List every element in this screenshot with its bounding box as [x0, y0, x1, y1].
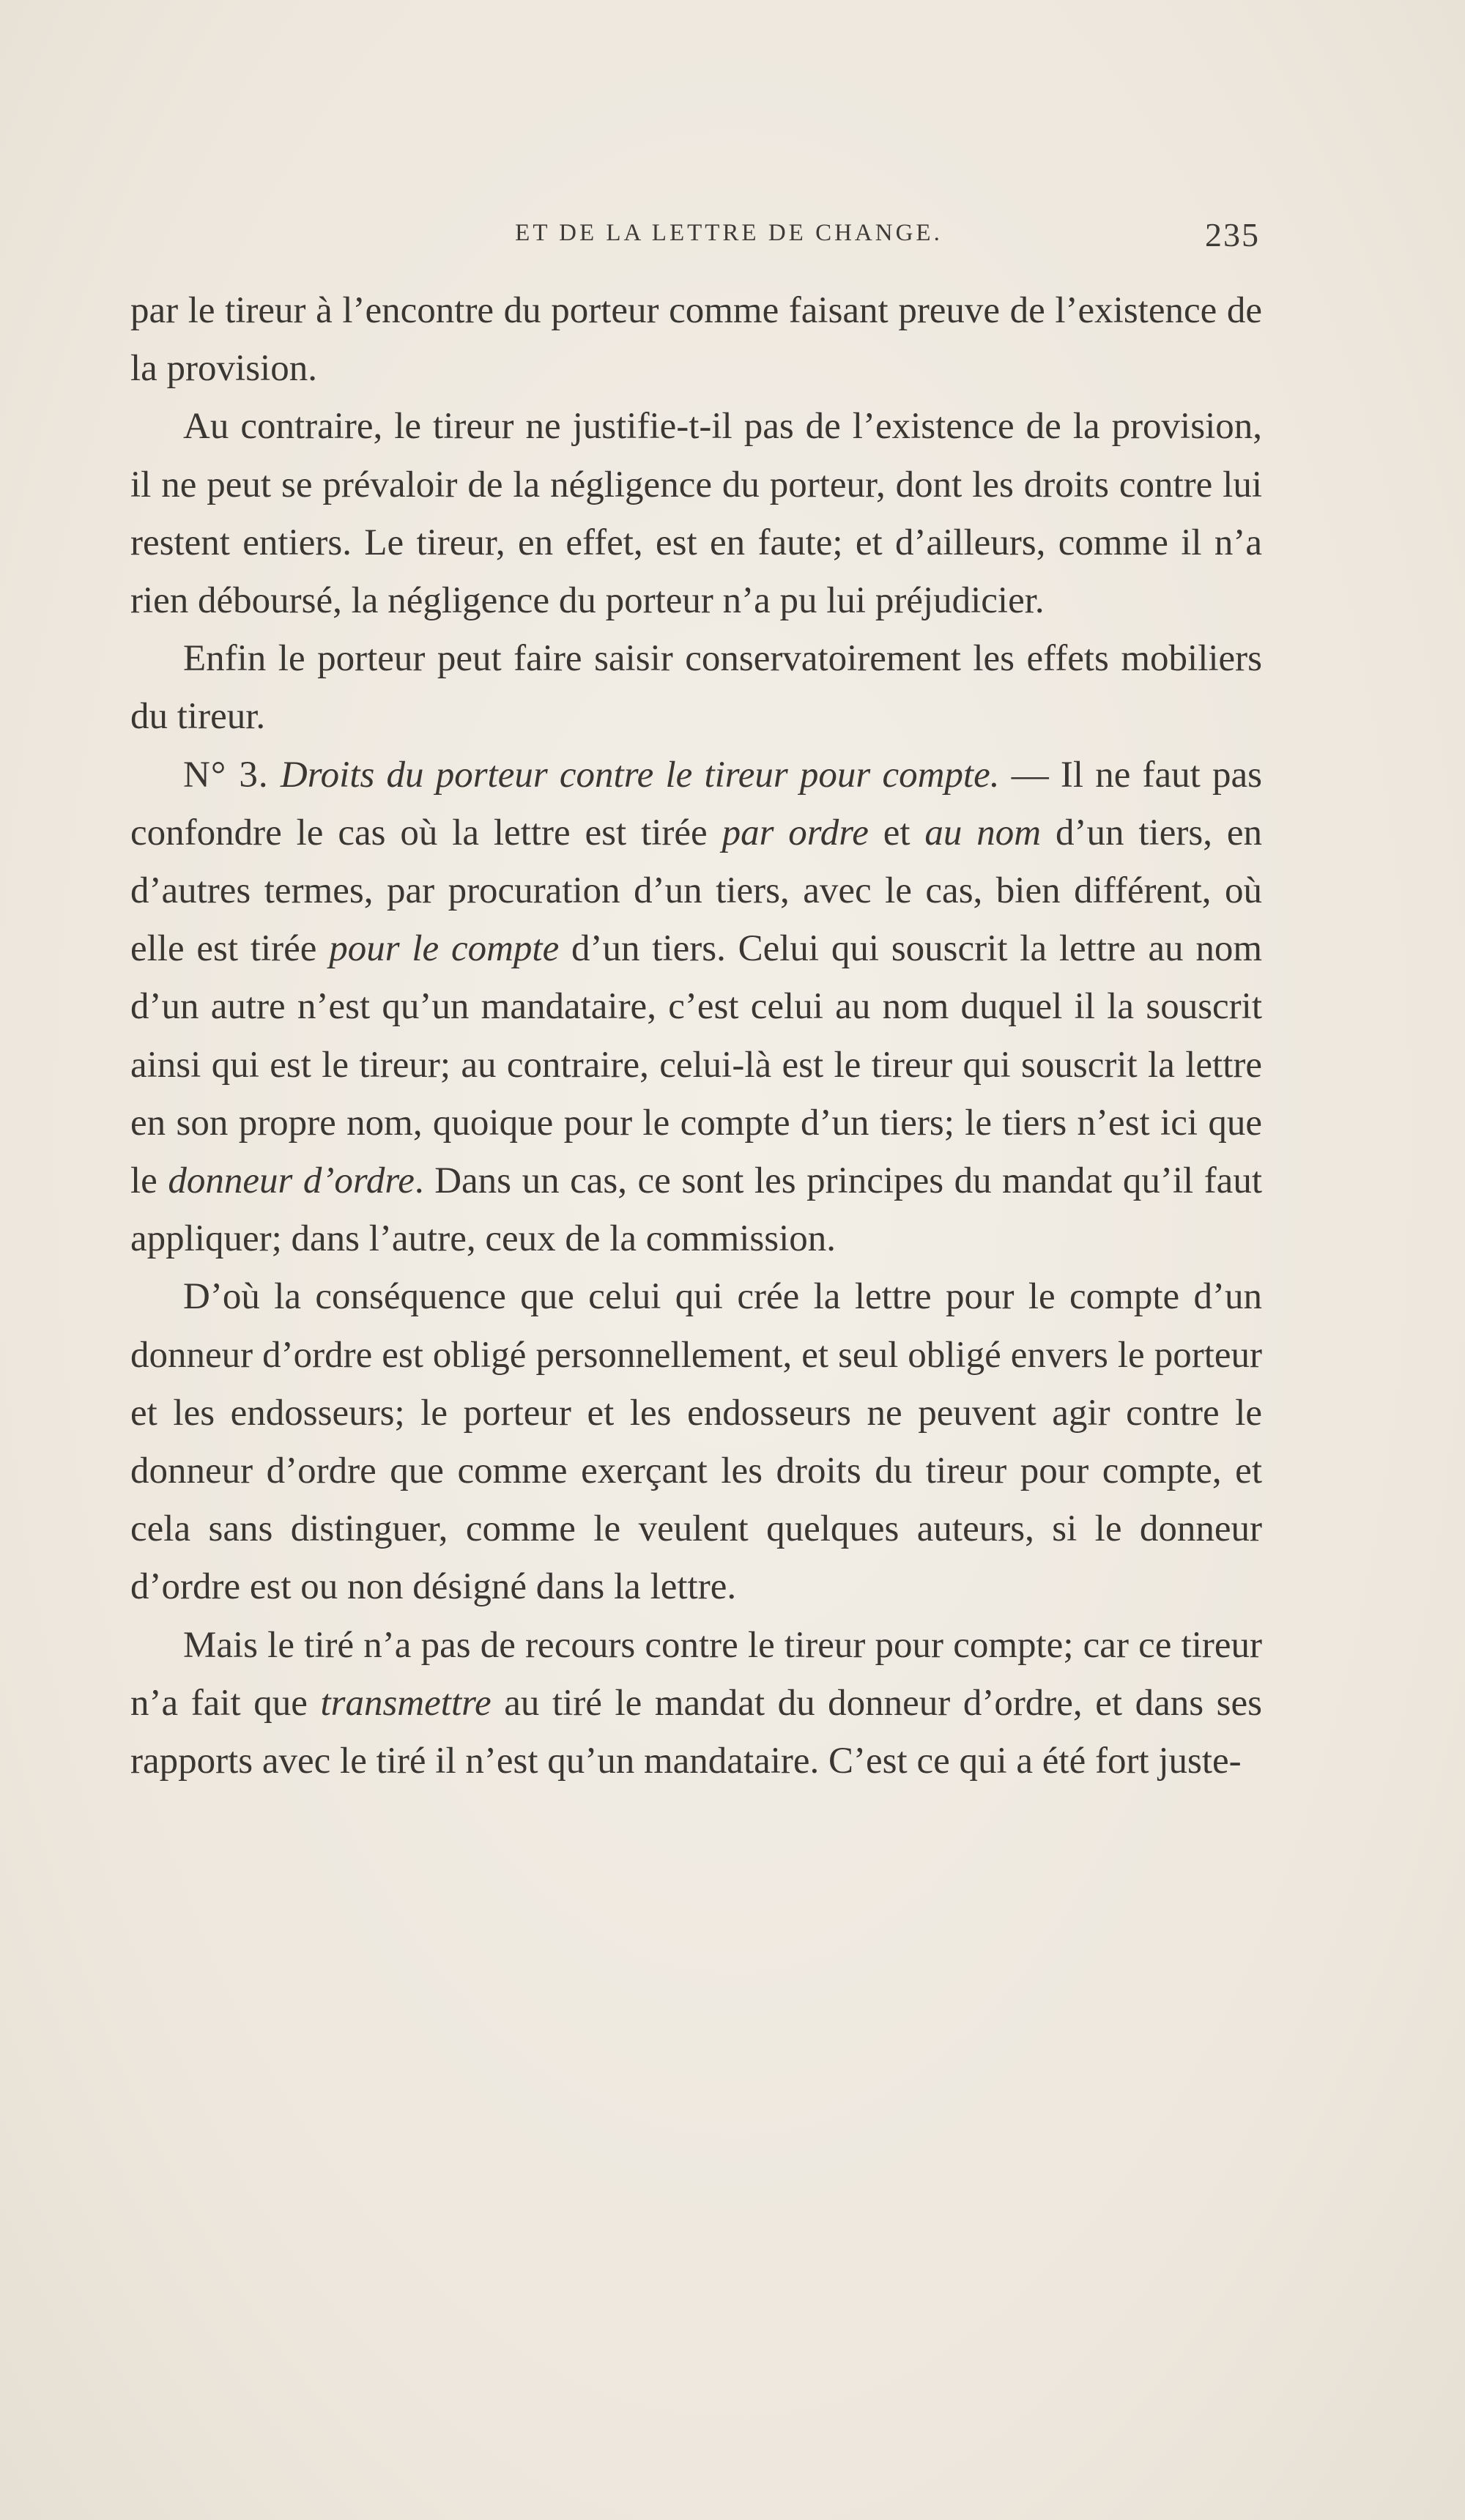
text-run: au tiré le mandat du donneur d’ordre, et dans ses rapports avec le tiré il n’est qu’un mandataire. C’est ce qui a été fort juste- [130, 1682, 1262, 1782]
text-run: — Il ne faut pas confondre le cas où la lettre est tirée [130, 754, 1262, 853]
text-run: d’un tiers. Celui qui souscrit la lettre au nom d’un autre n’est qu’un mandataire, c’est celui au nom duquel il la souscrit ainsi qui est le tireur; au contraire, celui-là est le tireur qui souscrit la lettre en son propre nom, quoique pour le compte d’un tiers; le tiers n’est ici que le [130, 928, 1262, 1202]
text-run: d’un tiers, en d’autres termes, par procuration d’un tiers, avec le cas, bien différent, où elle est tirée [130, 812, 1262, 970]
italic-term: pour le compte [329, 928, 560, 970]
text-run: . Dans un cas, ce sont les principes du mandat qu’il faut appliquer; dans l’autre, ceux de la commission. [130, 1160, 1262, 1260]
section-heading: Droits du porteur contre le tireur pour compte. [280, 754, 1000, 796]
italic-term: au nom [924, 812, 1042, 853]
text-run: Mais le tiré n’a pas de recours contre le tireur pour compte; car ce tireur n’a fait que [130, 1624, 1262, 1724]
paragraph: D’où la conséquence que celui qui crée la lettre pour le compte d’un donneur d’ordre est obligé personnellement, et seul obligé envers le porteur et les endosseurs; le porteur et les endosseurs ne peuvent agir contre le donneur d’ordre que comme exerçant les droits du tireur pour compte, et cela sans distinguer, comme le veulent quelques auteurs, si le donneur d’ordre est ou non désigné dans la lettre. [130, 1276, 1262, 1608]
page-number: 235 [1205, 216, 1260, 253]
body-text [130, 282, 1262, 1790]
section-number: N° 3. [183, 754, 269, 796]
paragraph-continuation: par le tireur à l’encontre du porteur comme faisant preuve de l’existence de la provision. [130, 290, 1262, 390]
paragraph: Enfin le porteur peut faire saisir conservatoirement les effets mobiliers du tireur. [130, 638, 1262, 738]
italic-term: donneur d’ordre [168, 1160, 415, 1202]
paragraph: Au contraire, le tireur ne justifie-t-il pas de l’existence de la provision, il ne peut se prévaloir de la négligence du porteur, dont les droits contre lui restent entiers. Le tireur, en effet, est en faute; et d’ailleurs, comme il n’a rien déboursé, la négligence du porteur n’a pu lui préjudicier. [130, 406, 1262, 622]
text-run: et [868, 812, 925, 853]
section-paragraph [130, 746, 1262, 1269]
italic-term: par ordre [722, 812, 869, 853]
italic-term: transmettre [320, 1682, 492, 1724]
paragraph [130, 1617, 1262, 1791]
running-title: ET DE LA LETTRE DE CHANGE. [515, 220, 943, 246]
page-header [132, 216, 1260, 264]
